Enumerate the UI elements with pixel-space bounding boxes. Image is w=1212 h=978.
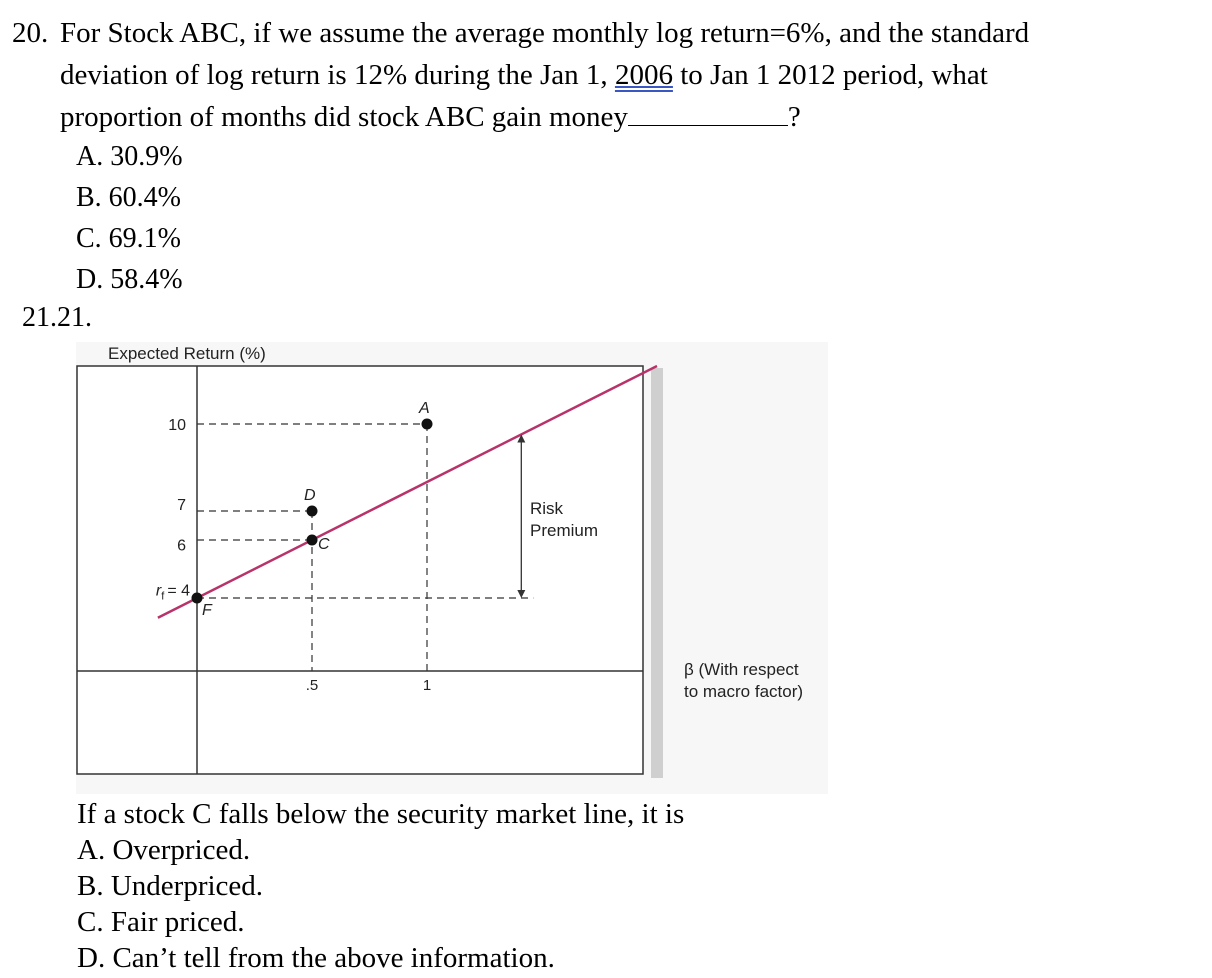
point-c	[307, 535, 318, 546]
point-label-a: A	[419, 400, 430, 417]
option-d: D. 58.4%	[76, 264, 183, 295]
option-a: A. 30.9%	[76, 141, 183, 172]
point-d	[307, 506, 318, 517]
chart-frame	[77, 366, 643, 774]
question-20	[12, 12, 1202, 138]
question-20-number: 20.	[12, 17, 49, 49]
point-a	[422, 419, 433, 430]
frame-shadow	[651, 368, 663, 778]
q21-option-b: B. Underpriced.	[77, 870, 264, 902]
sml-chart	[76, 340, 828, 796]
x-axis-label-1: β (With respect	[684, 660, 799, 679]
question-20-line-2a: deviation of log return is 12% during the Jan 1,	[60, 59, 615, 91]
answer-blank	[628, 99, 788, 126]
y-axis-label: Expected Return (%)	[108, 344, 266, 363]
option-c: C. 69.1%	[76, 223, 181, 254]
question-20-line-1: For Stock ABC, if we assume the average monthly log return=6%, and the standard	[60, 17, 1030, 49]
point-f	[192, 593, 203, 604]
question-20-end: ?	[787, 101, 801, 133]
point-label-d: D	[304, 487, 316, 504]
question-20-line-2b: to Jan 1 2012 period, what	[672, 59, 988, 91]
point-label-c: C	[318, 536, 330, 553]
risk-premium-label-1: Risk	[530, 499, 564, 518]
x-tick-label: 1	[422, 677, 432, 694]
q21-option-a: A. Overpriced.	[77, 834, 251, 866]
x-axis-label-2: to macro factor)	[684, 682, 804, 701]
question-21-number: 21.21.	[22, 302, 92, 333]
q21-option-d: D. Can’t tell from the above information.	[77, 942, 555, 974]
risk-free-label: $r_f = 4$	[155, 582, 190, 603]
y-tick-label: 6	[177, 537, 186, 555]
y-tick-label: 7	[177, 496, 186, 514]
point-label-f: F	[202, 602, 212, 619]
question-21	[77, 796, 684, 976]
question-20-options	[76, 136, 183, 300]
option-b: B. 60.4%	[76, 182, 181, 213]
q21-option-c: C. Fair priced.	[77, 906, 245, 938]
question-20-line-3: proportion of months did stock ABC gain money	[60, 101, 628, 133]
question-20-year: 2006	[614, 59, 673, 91]
x-tick-label: .5	[305, 677, 319, 694]
y-tick-label: 10	[168, 417, 186, 434]
question-21-prompt: If a stock C falls below the security market line, it is	[77, 798, 685, 830]
risk-premium-label-2: Premium	[530, 521, 599, 540]
